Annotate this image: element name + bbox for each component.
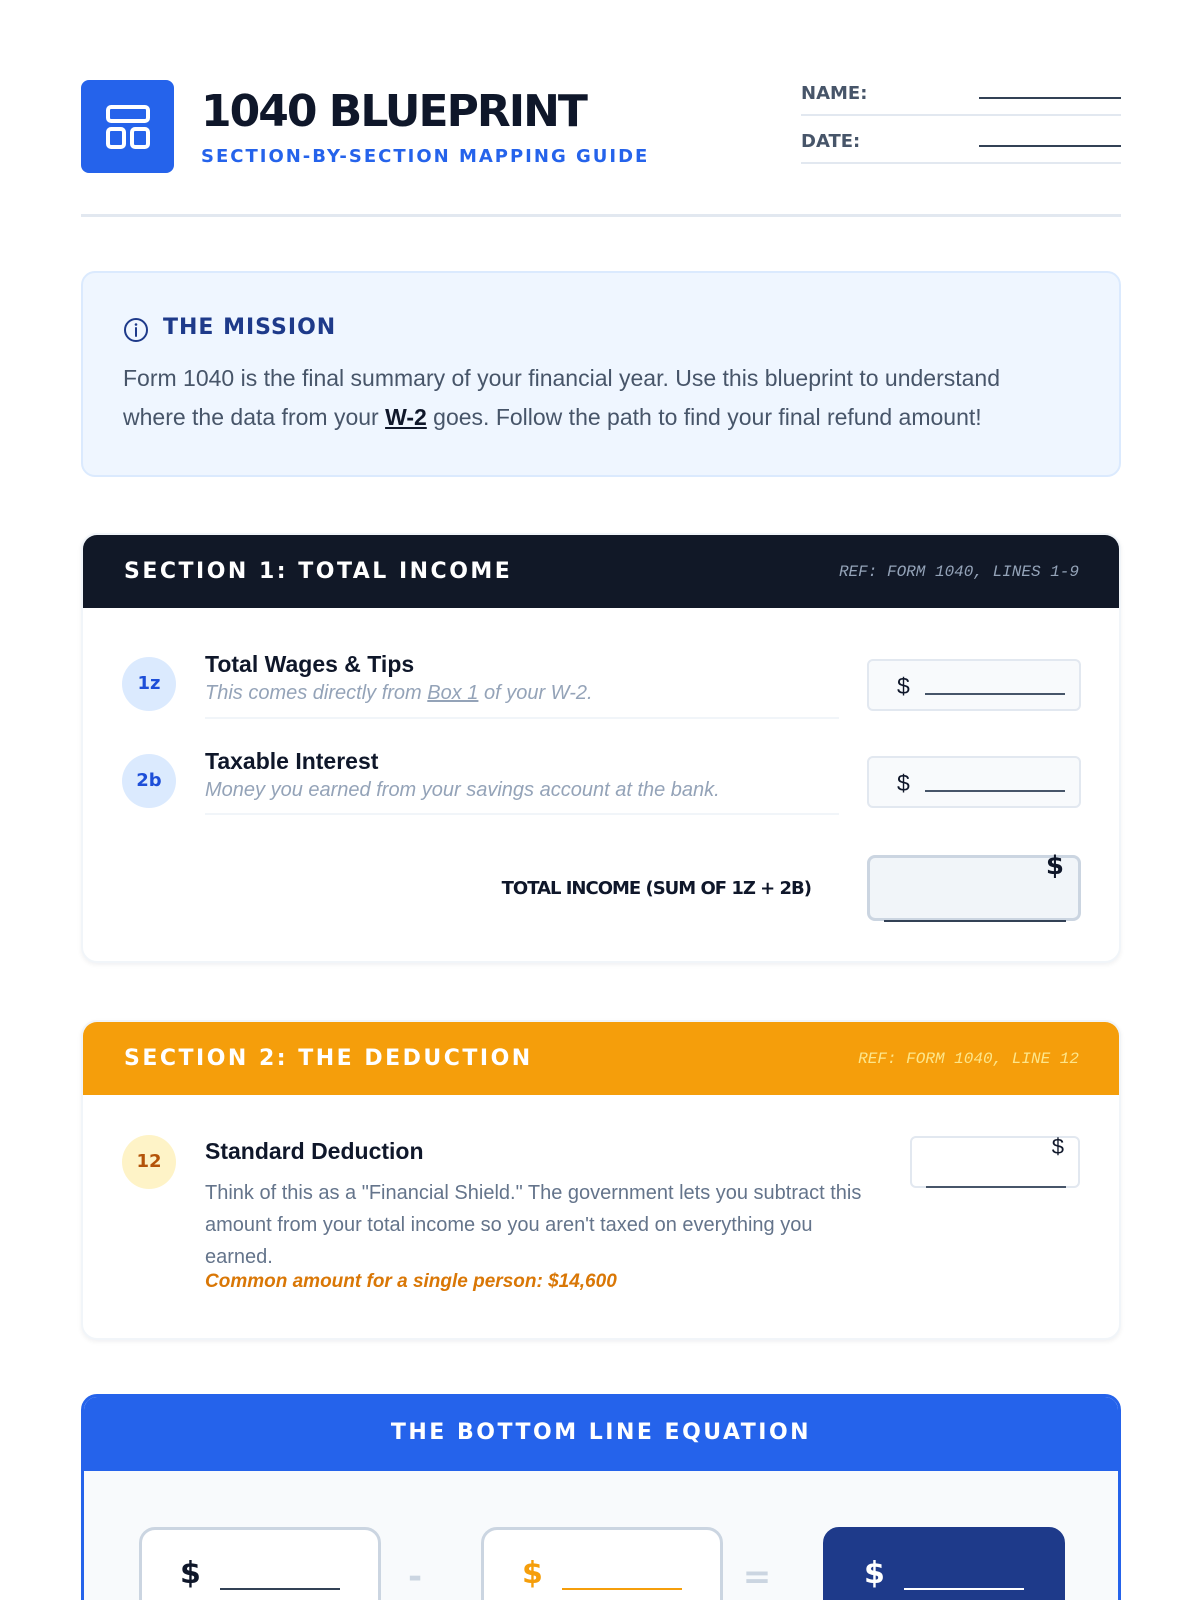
equals-operator: = [742,1557,772,1597]
equation-income-field[interactable] [139,1527,381,1600]
section-deduction [81,1020,1121,1340]
info-icon [123,317,149,343]
item-title-wages: Total Wages & Tips [205,651,415,677]
section-header [83,1022,1119,1095]
amount-blank[interactable] [220,1588,340,1590]
name-field[interactable] [801,80,1121,116]
box1-link: Box 1 [427,682,479,704]
dollar-sign: $ [897,770,910,796]
page-subtitle: SECTION-BY-SECTION MAPPING GUIDE [201,146,650,167]
amount-blank[interactable] [562,1588,682,1590]
divider [205,717,839,719]
line-badge-2b: 2b [122,754,176,808]
dollar-sign: $ [864,1556,885,1591]
section-title: SECTION 1: TOTAL INCOME [124,559,513,584]
page-header [81,80,1121,217]
total-income-label: TOTAL INCOME (SUM OF 1Z + 2B) [501,878,811,899]
total-income-field[interactable] [867,851,1081,921]
item-title-deduction: Standard Deduction [205,1138,424,1164]
logo [81,80,174,173]
date-field[interactable] [801,128,1121,164]
line-badge-1z: 1z [122,657,176,711]
dollar-sign: $ [522,1556,543,1591]
deduction-note: Common amount for a single person: $14,600 [205,1271,617,1292]
dollar-sign: $ [180,1556,201,1591]
interest-amount-field[interactable] [867,756,1081,808]
w2-highlight: W-2 [385,404,427,430]
amount-blank[interactable] [925,790,1065,792]
amount-blank[interactable] [884,920,1066,922]
name-blank[interactable] [979,97,1121,99]
mission-callout [81,271,1121,477]
dollar-sign: $ [1045,851,1064,881]
mission-title: THE MISSION [163,315,337,340]
item-title-interest: Taxable Interest [205,748,379,774]
equation-result-field[interactable] [823,1527,1065,1600]
section-title: SECTION 2: THE DEDUCTION [124,1046,533,1071]
section-ref: REF: FORM 1040, LINES 1-9 [838,563,1079,581]
divider [205,813,839,815]
equation-header [84,1397,1118,1471]
amount-blank[interactable] [904,1588,1024,1590]
page-title: 1040 BLUEPRINT [201,86,586,137]
section-ref: REF: FORM 1040, LINE 12 [858,1050,1079,1068]
item-desc-deduction: Think of this as a "Financial Shield." The government lets you subtract this amount from your total income so you aren't taxed on everything you earned. [205,1182,862,1268]
line-badge-12: 12 [122,1135,176,1189]
layout-template-icon [104,103,152,151]
wages-amount-field[interactable] [867,659,1081,711]
dollar-sign: $ [897,673,910,699]
name-label: NAME: [801,83,868,104]
mission-text [123,359,1063,437]
amount-blank[interactable] [925,693,1065,695]
item-desc-wages: This comes directly from Box 1 of your W-2. [205,682,593,704]
item-desc-interest: Money you earned from your savings account at the bank. [205,779,720,801]
minus-operator: - [407,1557,423,1597]
mission-text-start: Form 1040 is the final summary of your financial year. Use this blueprint to understand where the data from your [123,365,1000,430]
bottom-line-equation [81,1394,1121,1600]
equation-title: THE BOTTOM LINE EQUATION [390,1420,812,1445]
date-blank[interactable] [979,145,1121,147]
dollar-sign: $ [1051,1134,1064,1159]
section-header [83,535,1119,608]
section-total-income [81,533,1121,963]
deduction-amount-field[interactable] [910,1136,1080,1188]
equation-deduction-field[interactable] [481,1527,723,1600]
date-label: DATE: [801,131,861,152]
amount-blank[interactable] [926,1186,1066,1188]
mission-text-end: goes. Follow the path to find your final refund amount! [426,404,982,430]
